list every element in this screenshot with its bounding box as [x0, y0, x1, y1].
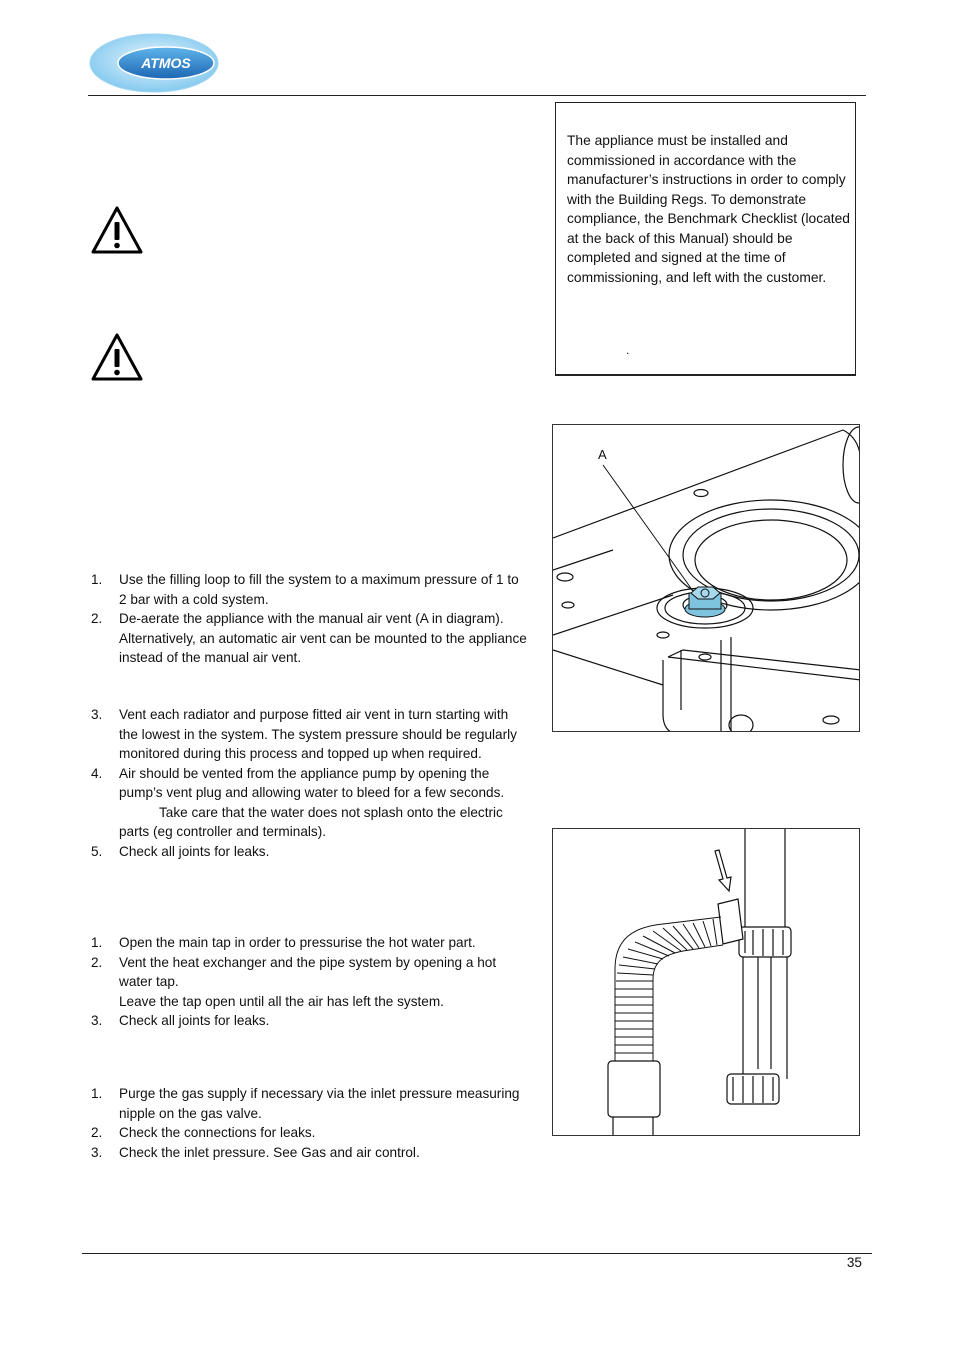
list-item: 5. Check all joints for leaks.: [91, 842, 541, 862]
footer-rule: [82, 1253, 872, 1254]
list-item: 2. Vent the heat exchanger and the pipe system by opening a hot water tap. Leave the tap open until all the air has left the system.: [91, 954, 497, 1009]
step-number: 3.: [91, 1013, 103, 1028]
step-number: 4.: [91, 765, 103, 781]
gas-supply-steps: [91, 1084, 541, 1162]
step-number: 5.: [91, 843, 103, 859]
step-number: 2.: [91, 1125, 103, 1140]
step-number: 2.: [91, 611, 103, 626]
logo-text: ATMOS: [141, 55, 191, 71]
list-item: 3. Check the inlet pressure. See Gas and air control.: [91, 1143, 541, 1163]
list-item: 1. Use the filling loop to fill the system to a maximum pressure of 1 to 2 bar with a cold system.: [91, 572, 519, 607]
warning-triangle-icon: [90, 332, 144, 382]
step-number: 2.: [91, 954, 103, 970]
step-number: 3.: [91, 1144, 103, 1160]
list-item: 2. Check the connections for leaks.: [91, 1123, 541, 1143]
list-item: 2. De-aerate the appliance with the manual air vent (A in diagram). Alternatively, an automatic air vent can be mounted to the appliance instead of the manual air vent.: [91, 611, 527, 665]
warning-triangle-icon: [90, 205, 144, 255]
page-number: 35: [846, 1255, 862, 1270]
condensate-pipe-figure: [552, 828, 860, 1136]
step-number: 1.: [91, 572, 103, 587]
heating-fill-steps: [91, 570, 541, 668]
step-number: 1.: [91, 935, 103, 950]
atmos-logo: [88, 32, 220, 94]
benchmark-notice-box: [555, 102, 856, 376]
list-item: 1. Open the main tap in order to pressurise the hot water part.: [91, 933, 541, 953]
hot-water-steps: [91, 933, 541, 1031]
list-item: 3. Check all joints for leaks.: [91, 1011, 541, 1031]
notice-trailing-mark: .: [626, 343, 630, 357]
air-vent-figure: [552, 424, 860, 732]
step-number: 1.: [91, 1086, 103, 1101]
list-item: 1. Purge the gas supply if necessary via the inlet pressure measuring nipple on the gas valve.: [91, 1086, 520, 1121]
header-rule: [88, 95, 866, 96]
figure-label-a: A: [598, 447, 607, 462]
step-number: 3.: [91, 707, 103, 722]
heating-vent-steps: [91, 705, 541, 861]
list-item: 3. Vent each radiator and purpose fitted air vent in turn starting with the lowest in the system. The system pressure should be regularly monitored during this process and topped up when required.: [91, 707, 517, 761]
list-item: 4. Air should be vented from the appliance pump by opening the pump’s vent plug and allowing water to bleed for a few seconds. Take care that the water does not splash onto the electric parts (eg controller and terminals).: [91, 765, 505, 839]
benchmark-notice-text: The appliance must be installed and commissioned in accordance with the manufacturer’s instructions in order to comply with the Building Regs. To demonstrate compliance, the Benchmark Checklist (located at the back of this Manual) should be completed and signed at the time of commissioning, and left with the customer.: [567, 133, 850, 285]
